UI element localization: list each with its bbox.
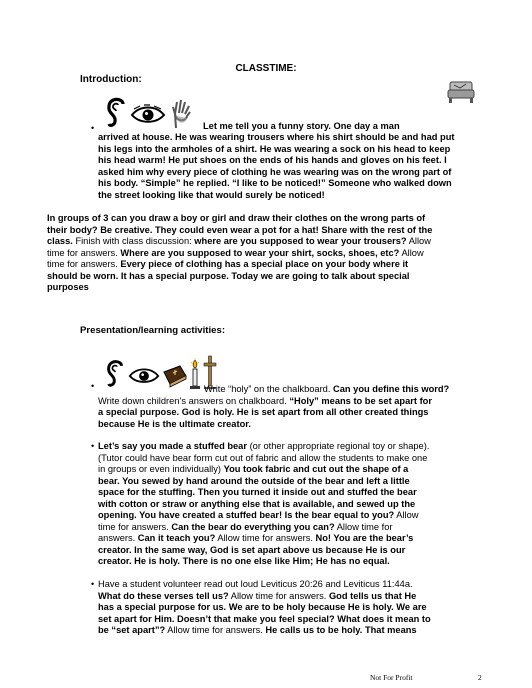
text-run: You took fabric and cut out the shape of a: [223, 464, 409, 474]
intro-line: arrived at house. He was wearing trousers where his shirt should be and had put: [98, 132, 455, 142]
b2-line: [98, 533, 413, 544]
groups-line: their body? Be creative. They could even wear a pot for a hat! Share with the rest of the: [47, 224, 433, 235]
footer-text: Not For Profit: [370, 673, 413, 682]
intro-line: asked him why every piece of clothing he was wearing was on the wrong part of: [98, 166, 452, 177]
b2-line: with cotton or straw or anything else that is available, and sewed up the: [98, 498, 416, 509]
b2-line: creator. In the same way, God is set apart above us because He is our: [98, 544, 406, 555]
text-run: time for answers.: [98, 521, 172, 532]
sense-icons-row: [106, 94, 194, 130]
b3-line: set apart for Him. Doesn’t that make you feel special? What does it mean to: [98, 613, 431, 624]
groups-line: [47, 248, 424, 259]
groups-line: should be worn. It has a special purpose. Today we are going to talk about special: [47, 270, 410, 281]
eye-icon: [128, 366, 160, 386]
text-run: “Holy” means to be set apart for: [289, 395, 432, 406]
text-run: Allow time for: [334, 521, 393, 532]
text-run: (or other appropriate regional toy or shape).: [246, 441, 430, 451]
bullet: •: [91, 441, 95, 451]
text-run: Allow time for answers.: [215, 533, 316, 543]
b2-line: bear. You sewed by hand around the outside of the bear and left a little: [98, 475, 410, 486]
text-run: Finish with class discussion:: [72, 236, 195, 246]
text-run: Can you define this word?: [333, 384, 450, 394]
candle-icon: [188, 358, 202, 390]
b3-line: [98, 625, 417, 636]
eye-icon: [130, 104, 166, 126]
text-run: Write down children’s answers on chalkboard.: [98, 395, 290, 406]
intro-lead: Let me tell you a funny story. One day a man: [203, 121, 400, 131]
text-run: Let’s say you made a stuffed bear: [98, 441, 247, 451]
text-run: where are you supposed to wear your trousers?: [194, 236, 407, 246]
text-run: time for answers.: [47, 247, 121, 258]
b2-line: [98, 441, 429, 452]
text-run: Allow time for answers.: [165, 625, 266, 635]
b2-line: creator. He is holy. There is no one else like Him; He has no equal.: [98, 556, 390, 566]
b3-line: has a special purpose for us. We are to be holy because He is holy. We are: [98, 602, 427, 612]
introduction-heading: Introduction:: [80, 74, 142, 85]
text-run: be “set apart”?: [98, 625, 166, 635]
page-number: 2: [478, 673, 482, 682]
intro-line: his body. “Simple” he replied. “I like to be noticed!” Someone who walked down: [98, 178, 452, 188]
intro-line: the street looking like that would surely be noticed!: [98, 189, 325, 200]
b3-line: Have a student volunteer read out loud Leviticus 20:26 and Leviticus 11:44a.: [98, 579, 413, 589]
text-run: Can it teach you?: [137, 533, 216, 543]
text-run: He calls us to be holy. That means: [265, 625, 417, 635]
bible-icon: [162, 362, 188, 390]
ear-icon: [106, 358, 126, 390]
groups-line: [47, 259, 408, 270]
b2-line: [98, 522, 393, 533]
text-run: What do these verses tell us?: [98, 590, 229, 601]
b1-line: a special purpose. God is holy. He is set apart from all other created things: [98, 407, 429, 417]
text-run: in groups or even individually): [98, 464, 224, 474]
b2-line: space for the stuffing. Then you turned it inside out and stuffed the bear: [98, 487, 417, 497]
b1-line: [204, 384, 449, 395]
groups-line: [47, 236, 431, 247]
page-title: CLASSTIME:: [235, 63, 297, 74]
groups-line: In groups of 3 can you draw a boy or girl and draw their clothes on the wrong parts of: [47, 213, 426, 223]
text-run: Can the bear do everything you can?: [171, 521, 335, 532]
text-run: opening. You have created a stuffed bear! Is the bear equal to you?: [98, 510, 395, 520]
text-run: No! You are the bear’s: [315, 533, 414, 543]
b1-line: because He is the ultimate creator.: [98, 418, 251, 429]
hand-icon: [170, 98, 194, 130]
bullet: •: [91, 381, 95, 391]
text-run: Allow: [394, 510, 419, 520]
text-run: answers.: [98, 533, 138, 543]
groups-line: purposes: [47, 282, 89, 292]
text-run: Where are you supposed to wear your shirt, socks, shoes, etc?: [120, 247, 400, 258]
text-run: time for answers.: [47, 259, 121, 269]
b2-line: [98, 464, 408, 475]
text-run: Every piece of clothing has a special place on your body where it: [120, 259, 409, 269]
b2-line: (Tutor could have bear form cut out of fabric and allow the students to make one: [98, 452, 428, 463]
presentation-heading: Presentation/learning activities:: [80, 325, 226, 336]
sofa-icon: [446, 76, 476, 106]
ear-icon: [106, 96, 128, 130]
bullet: •: [91, 123, 95, 133]
text-run: Allow: [399, 247, 424, 258]
text-run: class.: [47, 236, 73, 246]
activity-icons-row: [106, 354, 218, 390]
text-run: Write “holy” on the chalkboard.: [204, 384, 334, 394]
text-run: Allow time for answers.: [228, 590, 329, 601]
b2-line: [98, 510, 418, 521]
b3-line: [98, 591, 416, 602]
bullet: •: [91, 579, 95, 589]
text-run: Allow: [406, 236, 431, 246]
intro-line: his head warm! He put shoes on the ends of his hands and gloves on his feet. I: [98, 155, 447, 165]
intro-line: his legs into the armholes of a shirt. He was wearing a sock on his head to keep: [98, 143, 451, 154]
b1-line: [98, 396, 432, 407]
text-run: God tells us that He: [328, 590, 417, 601]
